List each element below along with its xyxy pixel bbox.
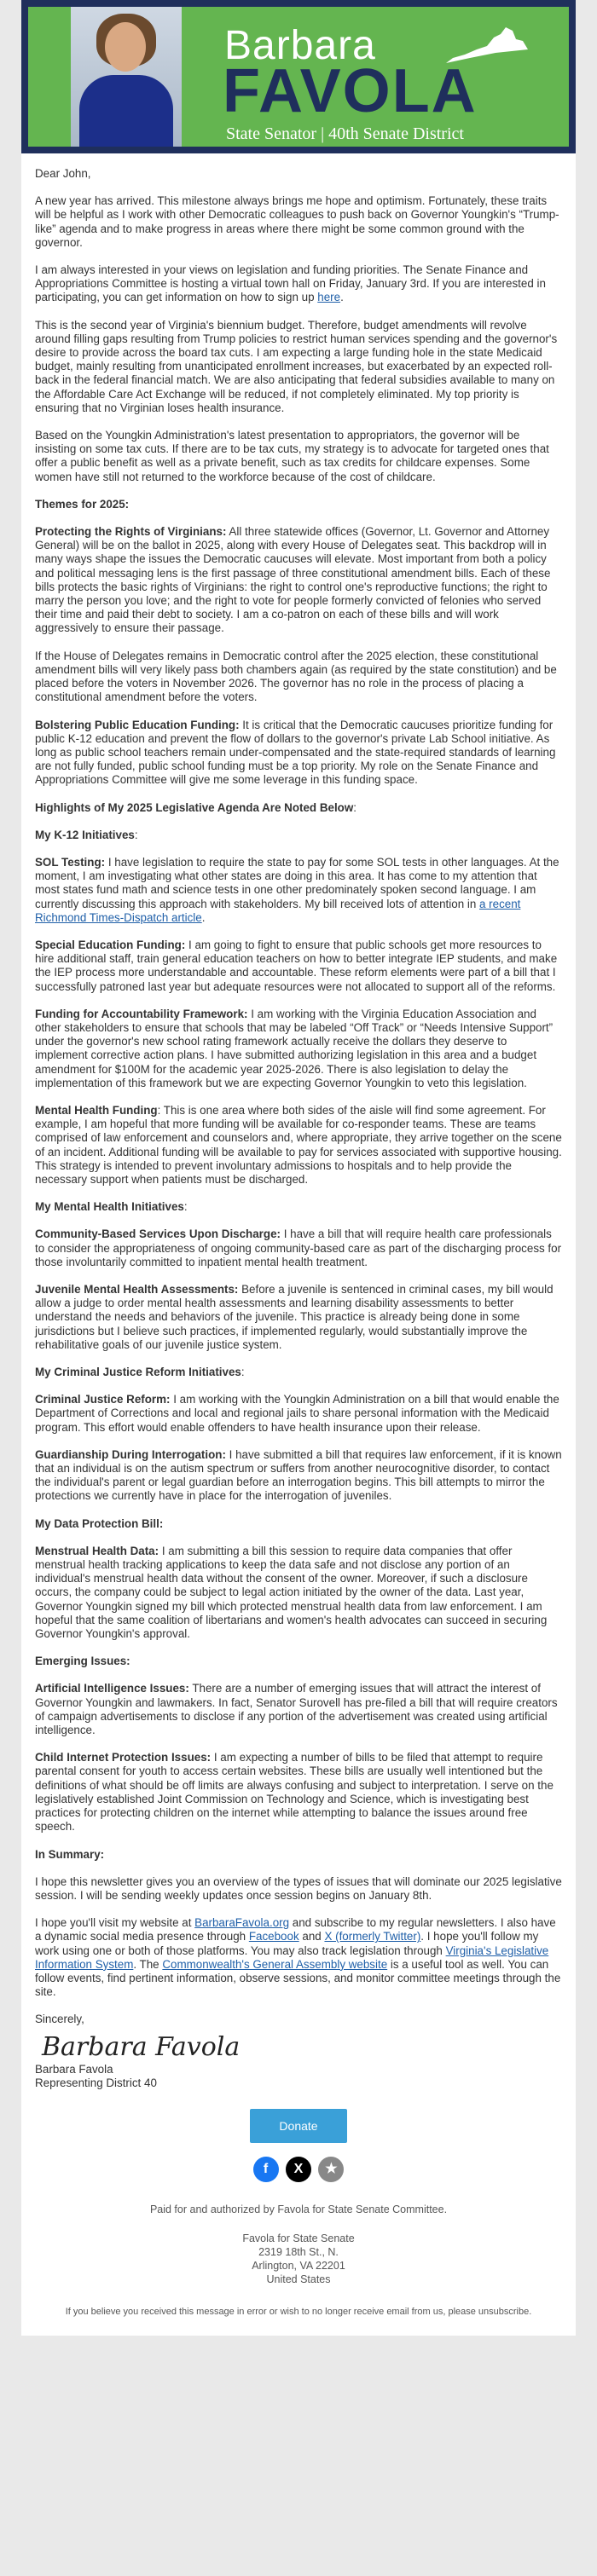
- theme-education: Bolstering Public Education Funding: It is critical that the Democratic caucuses prioritize funding for public K-12 education and prevent the flow of dollars to the governor's private Lab School initiative. As long as public school teachers remain under-compensated and the state-required standards of learning are not fully funded, public school funding must be a top priority. My role on the Senate Finance and Appropriations Committee will give me some leverage in this funding space.: [35, 718, 556, 787]
- summary-heading: In Summary:: [35, 1847, 105, 1861]
- greeting: Dear John,: [35, 167, 91, 180]
- criminal-justice-heading: My Criminal Justice Reform Initiatives:: [35, 1366, 245, 1379]
- donate-row: [21, 2090, 576, 2151]
- letter-body: [21, 153, 576, 2090]
- item-accountability: Funding for Accountability Framework: I am working with the Virginia Education Association and other stakeholders to ensure that schools that may be labeled “Off Track” or “Needs Intensive Support” under the governor's new school rating framework actually receive the dollars they deserve to implement corrective action plans. I have submitted authorizing legislation in this area and a budget amendment for $100M for the academic year 2025-2026. There is also legislation to delay the implementation of this framework but we are expecting Governor Youngkin to veto this legislation.: [35, 1007, 554, 1089]
- paragraph-tax-cuts: Based on the Youngkin Administration's latest presentation to appropriators, the governor will be insisting on some tax cuts. If there are to be tax cuts, my strategy is to advocate for targeted ones that offer a public benefit as well as a private benefit, such as tax credits for childcare expenses. Some women have still not returned to the workforce because of the cost of childcare.: [35, 429, 549, 483]
- item-menstrual-data: Menstrual Health Data: I am submitting a bill this session to require data companies that offer menstrual health tracking applications to keep the data safe and not disclose any portion of an individual's menstrual health data without the consent of the owner. Moreover, if such a disclosure occurs, the company could be subject to legal action initiated by the owner of the data. Last year, Governor Youngkin signed my bill which protected menstrual health data from law enforcement. I am hopeful that the same coalition of libertarians and women's health advocates can succeed in securing Governor Youngkin's approval.: [35, 1544, 548, 1641]
- header-banner: [21, 0, 576, 153]
- highlights-heading: Highlights of My 2025 Legislative Agenda Are Noted Below:: [35, 800, 357, 814]
- virginia-state-icon: [444, 24, 530, 66]
- star-icon[interactable]: ★: [318, 2157, 344, 2182]
- unsubscribe-notice: If you believe you received this message in error or wish to no longer receive email from us, please unsubscribe.: [65, 2307, 532, 2318]
- item-community-services: Community-Based Services Upon Discharge: I have a bill that will require health care professionals to consider the appropriateness of ongoing community-based care as part of the discharging process for those involuntarily committed to inpatient mental health treatment.: [35, 1227, 562, 1268]
- item-guardianship: Guardianship During Interrogation: I have submitted a bill that requires law enforcement, if it is known that an individual is on the autism spectrum or suffers from another neurocognitive disorder, to contact the individual's parent or legal guardian before an interrogation begins. This bill attempts to mirror the protections we currently have in place for the interrogation of juveniles.: [35, 1447, 562, 1503]
- k12-heading: My K-12 Initiatives:: [35, 828, 138, 841]
- theme-rights-followup: If the House of Delegates remains in Democratic control after the 2025 election, these constitutional amendment bills will very likely pass both chambers again (as required by the state constitution) and be placed before the voters in November 2026. The governor has no role in the process of placing a constitutional amendment before the voters.: [35, 649, 557, 704]
- banner-last-name: FAVOLA: [223, 57, 478, 125]
- facebook-link[interactable]: Facebook: [248, 1930, 299, 1944]
- donate-button[interactable]: Donate: [250, 2109, 346, 2143]
- signature: Barbara Favola: [42, 2031, 241, 2062]
- unsubscribe-link[interactable]: unsubscribe: [478, 2307, 530, 2318]
- address-country: United States: [266, 2273, 331, 2286]
- mailing-address: [38, 2232, 559, 2286]
- paragraph-townhall: I am always interested in your views on legislation and funding priorities. The Senate Finance and Appropriations Committee is hosting a virtual town hall on Friday, January 3rd. If you are interested in participating, you can get information on how to sign up here.: [35, 263, 546, 304]
- footer: [21, 2191, 576, 2336]
- townhall-signup-link[interactable]: here: [317, 291, 341, 304]
- item-sol-testing: SOL Testing: I have legislation to require the state to pay for some SOL tests in other languages. At the moment, I am investigating what other states are doing in this area. It has come to my attention that most states fund math and science tests in one other predominately spoken second language. I am currently discussing this approach with stakeholders. My bill received lots of attention in a recent Richmond Times-Dispatch article.: [35, 855, 559, 924]
- website-link[interactable]: BarbaraFavola.org: [194, 1916, 290, 1930]
- themes-heading: Themes for 2025:: [35, 497, 130, 511]
- theme-rights: Protecting the Rights of Virginians: All three statewide offices (Governor, Lt. Governor and Attorney General) will be on the ballot in 2025, along with every House of Delegates seat. This backdrop will in many ways shape the issues the Democratic caucuses will elevate. Most important from both a policy and political messaging lens is the first passage of three constitutional amendment bills. Each of these bills protects the basic rights of Virginians: the right to control one's reproductive functions; the right to marry the person you love; and the right to vote for people formerly convicted of felonies who served their time and paid their debt to society. I am a co-patron on each of these bills and will work aggressively to ensure their passage.: [35, 525, 551, 635]
- address-org: Favola for State Senate: [242, 2232, 355, 2245]
- sign-title: Representing District 40: [35, 2076, 157, 2089]
- paragraph-follow: I hope you'll visit my website at BarbaraFavola.org and subscribe to my regular newsletters. I also have a dynamic social media presence through Facebook and X (formerly Twitter). I hope you'll follow my work using one or both of those platforms. You may also track legislation through Virginia's Legislative Information System. The Commonwealth's General Assembly website is a useful tool as well. You can follow events, find pertinent information, observe sessions, and monitor committee meetings through the site.: [35, 1916, 561, 1999]
- paid-for-notice: Paid for and authorized by Favola for State Senate Committee.: [149, 2203, 448, 2216]
- summary-text: I hope this newsletter gives you an overview of the types of issues that will dominate our 2025 legislative session. I will be sending weekly updates once session begins on January 8th.: [35, 1874, 562, 1902]
- general-assembly-link[interactable]: Commonwealth's General Assembly website: [162, 1957, 388, 1971]
- senator-photo: [71, 7, 182, 147]
- paragraph-intro: A new year has arrived. This milestone always brings me hope and optimism. Fortunately, these traits will be helpful as I work with other Democratic colleagues to push back on Governor Youngkin's “Trump-like” agenda and to make progress in areas where there might be some common ground with the governor.: [35, 194, 559, 249]
- item-child-internet: Child Internet Protection Issues: I am expecting a number of bills to be filed that attempt to require parental consent for youth to access certain websites. These bills are usually well intentioned but the definitions of what should be off limits are always confusing and subject to interpretation. I serve on the legislatively established Joint Commission on Technology and Science, which is investigating best practices for protecting children on the internet while attempting to balance the issues around free speech.: [35, 1751, 554, 1834]
- facebook-icon[interactable]: f: [253, 2157, 279, 2182]
- lis-link[interactable]: Virginia's Legislative Information System: [35, 1944, 549, 1971]
- sign-name: Barbara Favola: [35, 2062, 113, 2076]
- banner-subtitle: State Senator | 40th Senate District: [226, 124, 464, 143]
- rtd-article-link[interactable]: a recent Richmond Times-Dispatch article: [35, 897, 521, 924]
- paragraph-budget: This is the second year of Virginia's biennium budget. Therefore, budget amendments will revolve around filling gaps resulting from Trump policies to restrict human services spending and the governor's desire to provide across the board tax cuts. I am expecting a large funding hole in the state Medicaid budget, mainly resulting from unanticipated enrollment increases, but exacerbated by an expected roll-back in the federal financial match. We are also anticipating that federal subsidies available to many on the Affordable Care Act Exchange will be reduced, if not completely eliminated. My top priority is ensuring that no Virginian loses health insurance.: [35, 318, 558, 414]
- item-ai-issues: Artificial Intelligence Issues: There are a number of emerging issues that will attract the interest of Governor Youngkin and lawmakers. In fact, Senator Surovell has pre-filed a bill that will require creators of campaign advertisements to disclose if any portion of the advertisement was created using artificial intelligence.: [35, 1682, 558, 1737]
- item-criminal-justice-reform: Criminal Justice Reform: I am working with the Youngkin Administration on a bill that would enable the Department of Corrections and local and regional jails to share personal information with the Medicaid program. This effort would enable offenders to have health insurance upon their release.: [35, 1393, 559, 1434]
- data-protection-heading: My Data Protection Bill:: [35, 1516, 164, 1530]
- closing: Sincerely,: [35, 2013, 84, 2026]
- emerging-issues-heading: Emerging Issues:: [35, 1655, 130, 1668]
- x-icon[interactable]: X: [286, 2157, 311, 2182]
- item-special-education: Special Education Funding: I am going to fight to ensure that public schools get more resources to hire additional staff, train general education teachers on how to better integrate IEP students, and make the IEP process more understandable and accountable. These reform elements were part of a bill that I successfully patroned last year but adequate resources were not allocated to support all of the reforms.: [35, 938, 558, 993]
- social-icons: [21, 2151, 576, 2191]
- x-link[interactable]: X (formerly Twitter): [324, 1930, 421, 1944]
- address-street: 2319 18th St., N.: [258, 2246, 339, 2259]
- banner-first-name: Barbara: [224, 23, 376, 68]
- newsletter-card: [21, 0, 576, 2336]
- mental-health-heading: My Mental Health Initiatives:: [35, 1200, 188, 1214]
- item-mental-health-funding: Mental Health Funding: This is one area where both sides of the aisle will find some agreement. For example, I am hopeful that more funding will be available for co-responder teams. These are teams comprised of law enforcement and counselors and, where appropriate, they arrive together on the scene of an incident. Additional funding will be available to pay for services associated with supportive housing. This strategy is intended to prevent involuntary admissions to hospitals and to help provide the necessary support when patients must be discharged.: [35, 1103, 562, 1186]
- item-juvenile-assessments: Juvenile Mental Health Assessments: Before a juvenile is sentenced in criminal cases, my bill would allow a judge to order mental health assessments and learning disability assessments to better understand the needs and behaviors of the juvenile. This practice is already being done in some jurisdictions but I believe such practices, if implemented regularly, would substantially improve the rehabilitative goals of our juvenile justice system.: [35, 1283, 554, 1351]
- address-city: Arlington, VA 22201: [252, 2260, 345, 2273]
